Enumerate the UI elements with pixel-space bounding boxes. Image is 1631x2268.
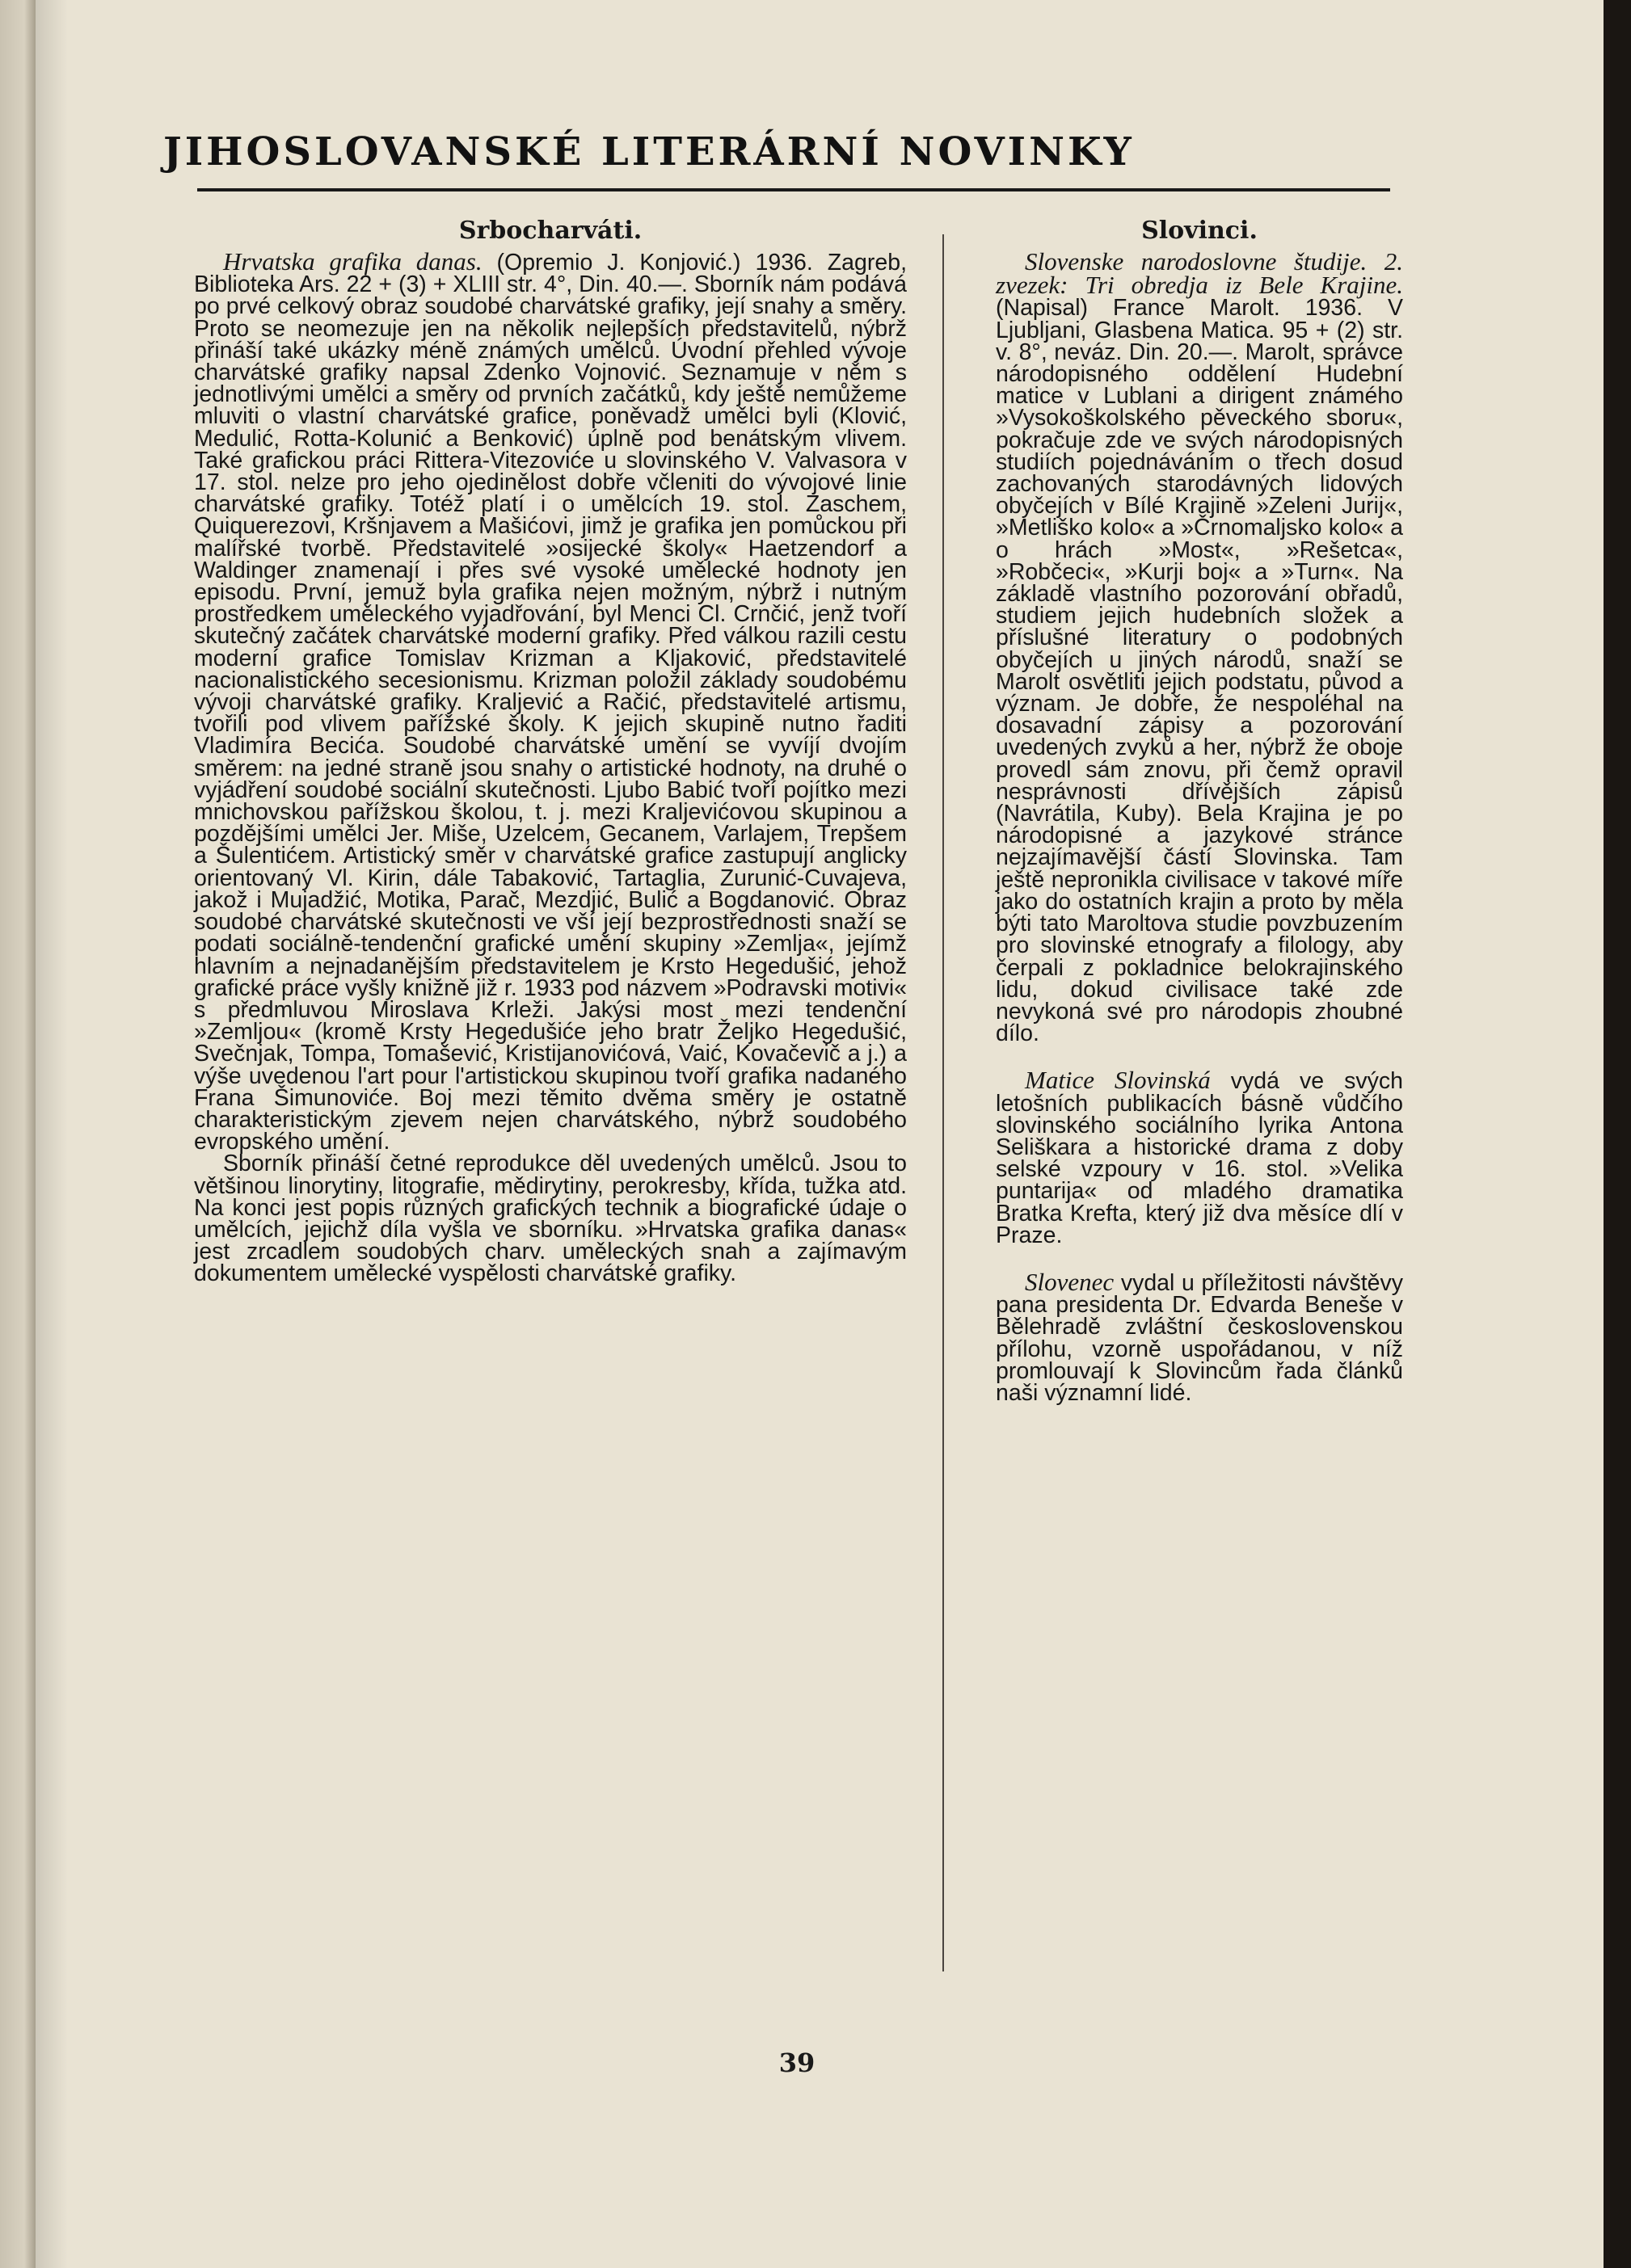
article-paragraph: Sborník přináší četné reprodukce děl uvedených umělců. Jsou to většinou linorytiny, litografie, mědirytiny, perokresby, křída, tužka atd. Na konci jest popis různých grafických technik a biografické údaje o umělcích, jejichž díla vyšla ve sborníku. »Hrvatska grafika danas« jest zrcadlem soudobých charv. uměleckých snah a zajímavým dokumentem umělecké vyspělosti charvátské grafiky. bbox=[194, 1151, 907, 1287]
entry-title: Slovenske narodoslovne študije. 2. zvezek: Tri obredja iz Bele Krajine. bbox=[996, 247, 1403, 300]
paragraph-text: vydá ve svých letošních publikacích básně vůdčího slovinského sociálního lyrika Antona Seliškara a historické drama z doby selské vzpoury v 16. stol. »Velika puntarija« od mladého dramatika Bratka Krefta, který již dva měsíce dlí v Praze. bbox=[996, 1068, 1403, 1248]
page-number: 39 bbox=[778, 2047, 816, 2078]
entry-title: Slovenec bbox=[1025, 1267, 1115, 1296]
header-rule bbox=[197, 188, 1390, 191]
entry-title: Hrvatska grafika danas. bbox=[223, 247, 483, 276]
page-title: JIHOSLOVANSKÉ LITERÁRNÍ NOVINKY bbox=[163, 129, 1135, 175]
article-paragraph bbox=[996, 1066, 1403, 1248]
page-edge-shadow bbox=[1604, 0, 1631, 2268]
section-heading-slovinci: Slovinci. bbox=[1141, 217, 1258, 245]
entry-title: Matice Slovinská bbox=[1025, 1066, 1211, 1095]
paragraph-text: (Napisal) France Marolt. 1936. V Ljubljani, Glasbena Matica. 95 + (2) str. v. 8°, neváz. Din. 20.—. Marolt, správce národopisného oddělení Hudební matice v Lublani a dirigent známého »Vysokoškolského pěveckého sboru«, pokračuje zde ve svých národopisných studiích pojednáváním o třech dosud zachovaných starodávných lidových obyčejích v Bílé Krajině »Zeleni Jurij«, »Metliško kolo« a »Črnomaljsko kolo« a o hrách »Most«, »Rešetca«, »Robčeci«, »Kurji boj« a »Turn«. Na základě vlastního pozorování obřadů, studiem jejich hudebních složek a příslušné literatury o podobných obyčejích u jiných národů, snaží se Marolt osvětliti jejich podstatu, původ a význam. Je dobře, že nespoléhal na dosavadní zápisy a pozorování uvedených zvyků a her, nýbrž že oboje provedl sám znovu, při čemž opravil nesprávnosti dřívějších zápisů (Navrátila, Kuby). Bela Krajina je po národopisné a jazykové stránce nejzajímavější částí Slovinska. Tam ještě nepronikla civilisace v takové míře jako do ostatních krajin a proto by měla býti tato Maroltova studie povzbuzením pro slovinské etnografy a filology, aby čerpali z pokladnice belokrajinského lidu, dokud civilisace také zde nevykoná své pro národopis zhoubné dílo. bbox=[996, 295, 1403, 1047]
article-paragraph bbox=[194, 247, 907, 1155]
binding-gutter bbox=[0, 0, 36, 2268]
right-column bbox=[996, 217, 1403, 1404]
column-divider bbox=[942, 234, 944, 1971]
article-paragraph bbox=[996, 247, 1403, 1047]
left-column bbox=[194, 217, 907, 1285]
paragraph-text: (Opremio J. Konjović.) 1936. Zagreb, Biblioteka Ars. 22 + (3) + XLIII str. 4°, Din. 40.—. Sborník nám podává po prvé celkový obraz soudobé charvátské grafiky, její snahy a směry. Proto se neomezuje jen na několik nejlepších představitelů, nýbrž přináší také ukázky méně známých umělců. Úvodní přehled vývoje charvátské grafiky napsal Zdenko Vojnović. Seznamuje v něm s jednotlivými umělci a směry od prvních začátků, kdy ještě nemůžeme mluviti o vlastní charvátské grafice, poněvadž umělci byli (Klović, Medulić, Rotta-Kolunić a Benković) úplně pod benátským vlivem. Také grafickou práci Rittera-Vitezoviće u slovinského V. Valvasora v 17. stol. nelze pro jeho ojedinělost dobře včleniti do vývojové linie charvátské grafiky. Totéž platí i o umělcích 19. stol. Zaschem, Quiquerezovi, Kršnjavem a Mašićovi, jimž je grafika jen pomůckou při malířské tvorbě. Představitelé »osijecké školy« Haetzendorf a Waldinger znamenají i přes své vysoké umělecké hodnoty jen episodu. První, jemuž byla grafika nejen možným, nýbrž i nutným prostředkem uměleckého vyjadřování, byl Menci Cl. Crnčić, jenž tvoří skutečný začátek charvátské moderní grafiky. Před válkou razili cestu moderní grafice Tomislav Krizman a Kljaković, představitelé nacionalistického secesionismu. Krizman položil základy soudobému vývoji charvátské grafiky. Kraljević a Račić, představitelé artismu, tvořili pod vlivem pařížské školy. K jejich skupině nutno řaditi Vladimíra Becića. Soudobé charvátské umění se vyvíjí dvojím směrem: na jedné straně jsou snahy o artistické hodnoty, na druhé o vyjádření soudobé sociální skutečnosti. Ljubo Babić tvoří pojítko mezi mnichovskou pařížskou školou, t. j. mezi Kraljevićovou skupinou a pozdějšími umělci Jer. Miše, Uzelcem, Gecanem, Varlajem, Trepšem a Šulentićem. Artistický směr v charvátské grafice zastupují anglicky orientovaný Vl. Kirin, dále Tabaković, Tartaglia, Zurunić-Cuvajeva, jakož i Mujadžić, Motika, Parač, Mezdjić, Bulić a Bogdanović. Obraz soudobé charvátské skutečnosti ve vší její bezprostřednosti snaží se podati sociálně-tendenční grafické umění skupiny »Zemlja«, jejímž hlavním a nejnadanějším představitelem je Krsto Hegedušić, jehož grafické práce vyšly knižně již r. 1933 pod názvem »Podravski motivi« s předmluvou Miroslava Krleži. Jakýsi most mezi tendenční »Zemljou« (kromě Krsty Hegedušiće jeho bratr Željko Hegedušić, Svečnjak, Tompa, Tomašević, Kristijanovićová, Vaić, Kovačevič a j.) a výše uvedenou l'art pour l'artistickou skupinou tvoří grafika nadaného Frana Šimunoviće. Boj mezi těmito dvěma směry je ostatně charakteristickým zjevem nejen charvátského, nýbrž soudobého evropského umění. bbox=[194, 250, 907, 1155]
article-paragraph bbox=[996, 1267, 1403, 1406]
section-heading-srbocharvati: Srbocharváti. bbox=[458, 217, 643, 245]
paragraph-text: vydal u příležitosti návštěvy pana presidenta Dr. Edvarda Beneše v Bělehradě zvláštní československou přílohu, vzorně uspořádanou, v níž promlouvají k Slovincům řada článků naši významní lidé. bbox=[996, 1269, 1403, 1406]
